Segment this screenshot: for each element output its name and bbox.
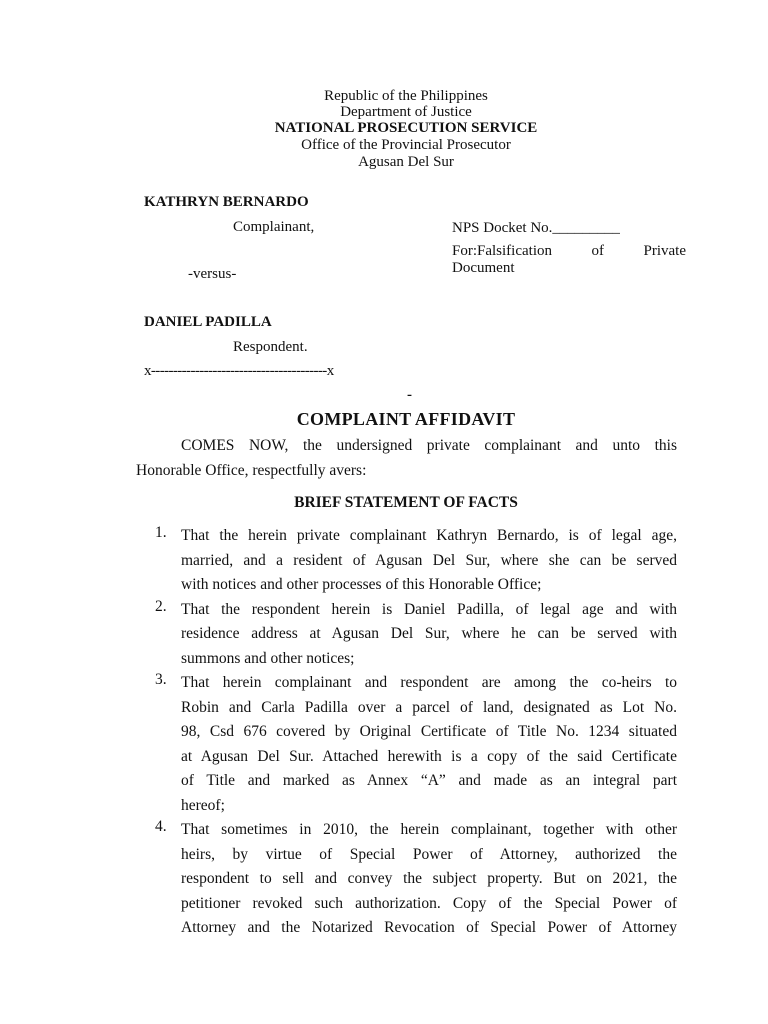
docket-number: NPS Docket No._________	[452, 220, 620, 236]
offense-word-1: For:Falsification	[452, 243, 552, 259]
list-item-number: 3.	[155, 671, 167, 688]
list-item-line: Attorney and the Notarized Revocation of Special Power of Attorney	[181, 919, 677, 936]
list-item-number: 1.	[155, 524, 167, 541]
list-item	[136, 818, 677, 941]
complainant-role: Complainant,	[233, 219, 315, 235]
list-item-line: respondent to sell and convey the subject property. But on 2021, the	[181, 870, 677, 887]
offense-word-2: of	[591, 243, 604, 259]
respondent-name: DANIEL PADILLA	[144, 314, 272, 330]
list-item-number: 2.	[155, 597, 167, 615]
list-item-line: That the respondent herein is Daniel Padilla, of legal age and with	[181, 600, 677, 618]
list-item-line: petitioner revoked such authorization. Copy of the Special Power of	[181, 894, 677, 912]
header-office: Office of the Provincial Prosecutor	[301, 137, 511, 153]
facts-list	[136, 524, 677, 941]
complainant-name: KATHRYN BERNARDO	[144, 194, 309, 210]
list-item-line: heirs, by virtue of Special Power of Attorney, authorized the	[181, 845, 677, 863]
list-item	[136, 598, 677, 672]
list-item-line: residence address at Agusan Del Sur, where he can be served with	[181, 625, 677, 642]
list-item-line: Robin and Carla Padilla over a parcel of land, designated as Lot No.	[181, 698, 677, 716]
list-item-line: That sometimes in 2010, the herein complainant, together with other	[181, 821, 677, 838]
list-item-line: summons and other notices;	[181, 649, 355, 667]
list-item-line: 98, Csd 676 covered by Original Certificate of Title No. 1234 situated	[181, 723, 677, 740]
intro-line: COMES NOW, the undersigned private complainant and unto this	[181, 437, 677, 454]
header-republic: Republic of the Philippines	[324, 88, 488, 104]
header-province: Agusan Del Sur	[358, 154, 454, 170]
list-item-line: with notices and other processes of this Honorable Office;	[181, 576, 542, 593]
list-item-line: That herein complainant and respondent are among the co-heirs to	[181, 674, 677, 691]
intro-line: Honorable Office, respectfully avers:	[136, 461, 367, 479]
respondent-role: Respondent.	[233, 339, 308, 355]
list-item-line: of Title and marked as Annex “A” and made as an integral part	[181, 772, 677, 789]
intro-paragraph	[136, 434, 677, 483]
list-item	[136, 524, 677, 598]
list-item-line: hereof;	[181, 796, 225, 814]
list-item	[136, 671, 677, 818]
list-item-line: married, and a resident of Agusan Del Sur, where she can be served	[181, 551, 677, 569]
offense-word-3: Private	[643, 243, 686, 259]
caption-separator: x----------------------------------------x	[144, 363, 334, 379]
list-item-number: 4.	[155, 818, 167, 835]
document-title: COMPLAINT AFFIDAVIT	[296, 409, 516, 429]
header-department: Department of Justice	[340, 104, 472, 120]
versus-label: -versus-	[188, 266, 237, 282]
header-agency: NATIONAL PROSECUTION SERVICE	[274, 120, 538, 136]
offense-line-2: Document	[452, 260, 515, 276]
caption-dash: -	[407, 387, 412, 403]
section-heading: BRIEF STATEMENT OF FACTS	[294, 494, 518, 511]
list-item-line: at Agusan Del Sur. Attached herewith is a copy of the said Certificate	[181, 747, 677, 765]
offense-line	[452, 243, 686, 260]
list-item-line: That the herein private complainant Kathryn Bernardo, is of legal age,	[181, 527, 677, 544]
